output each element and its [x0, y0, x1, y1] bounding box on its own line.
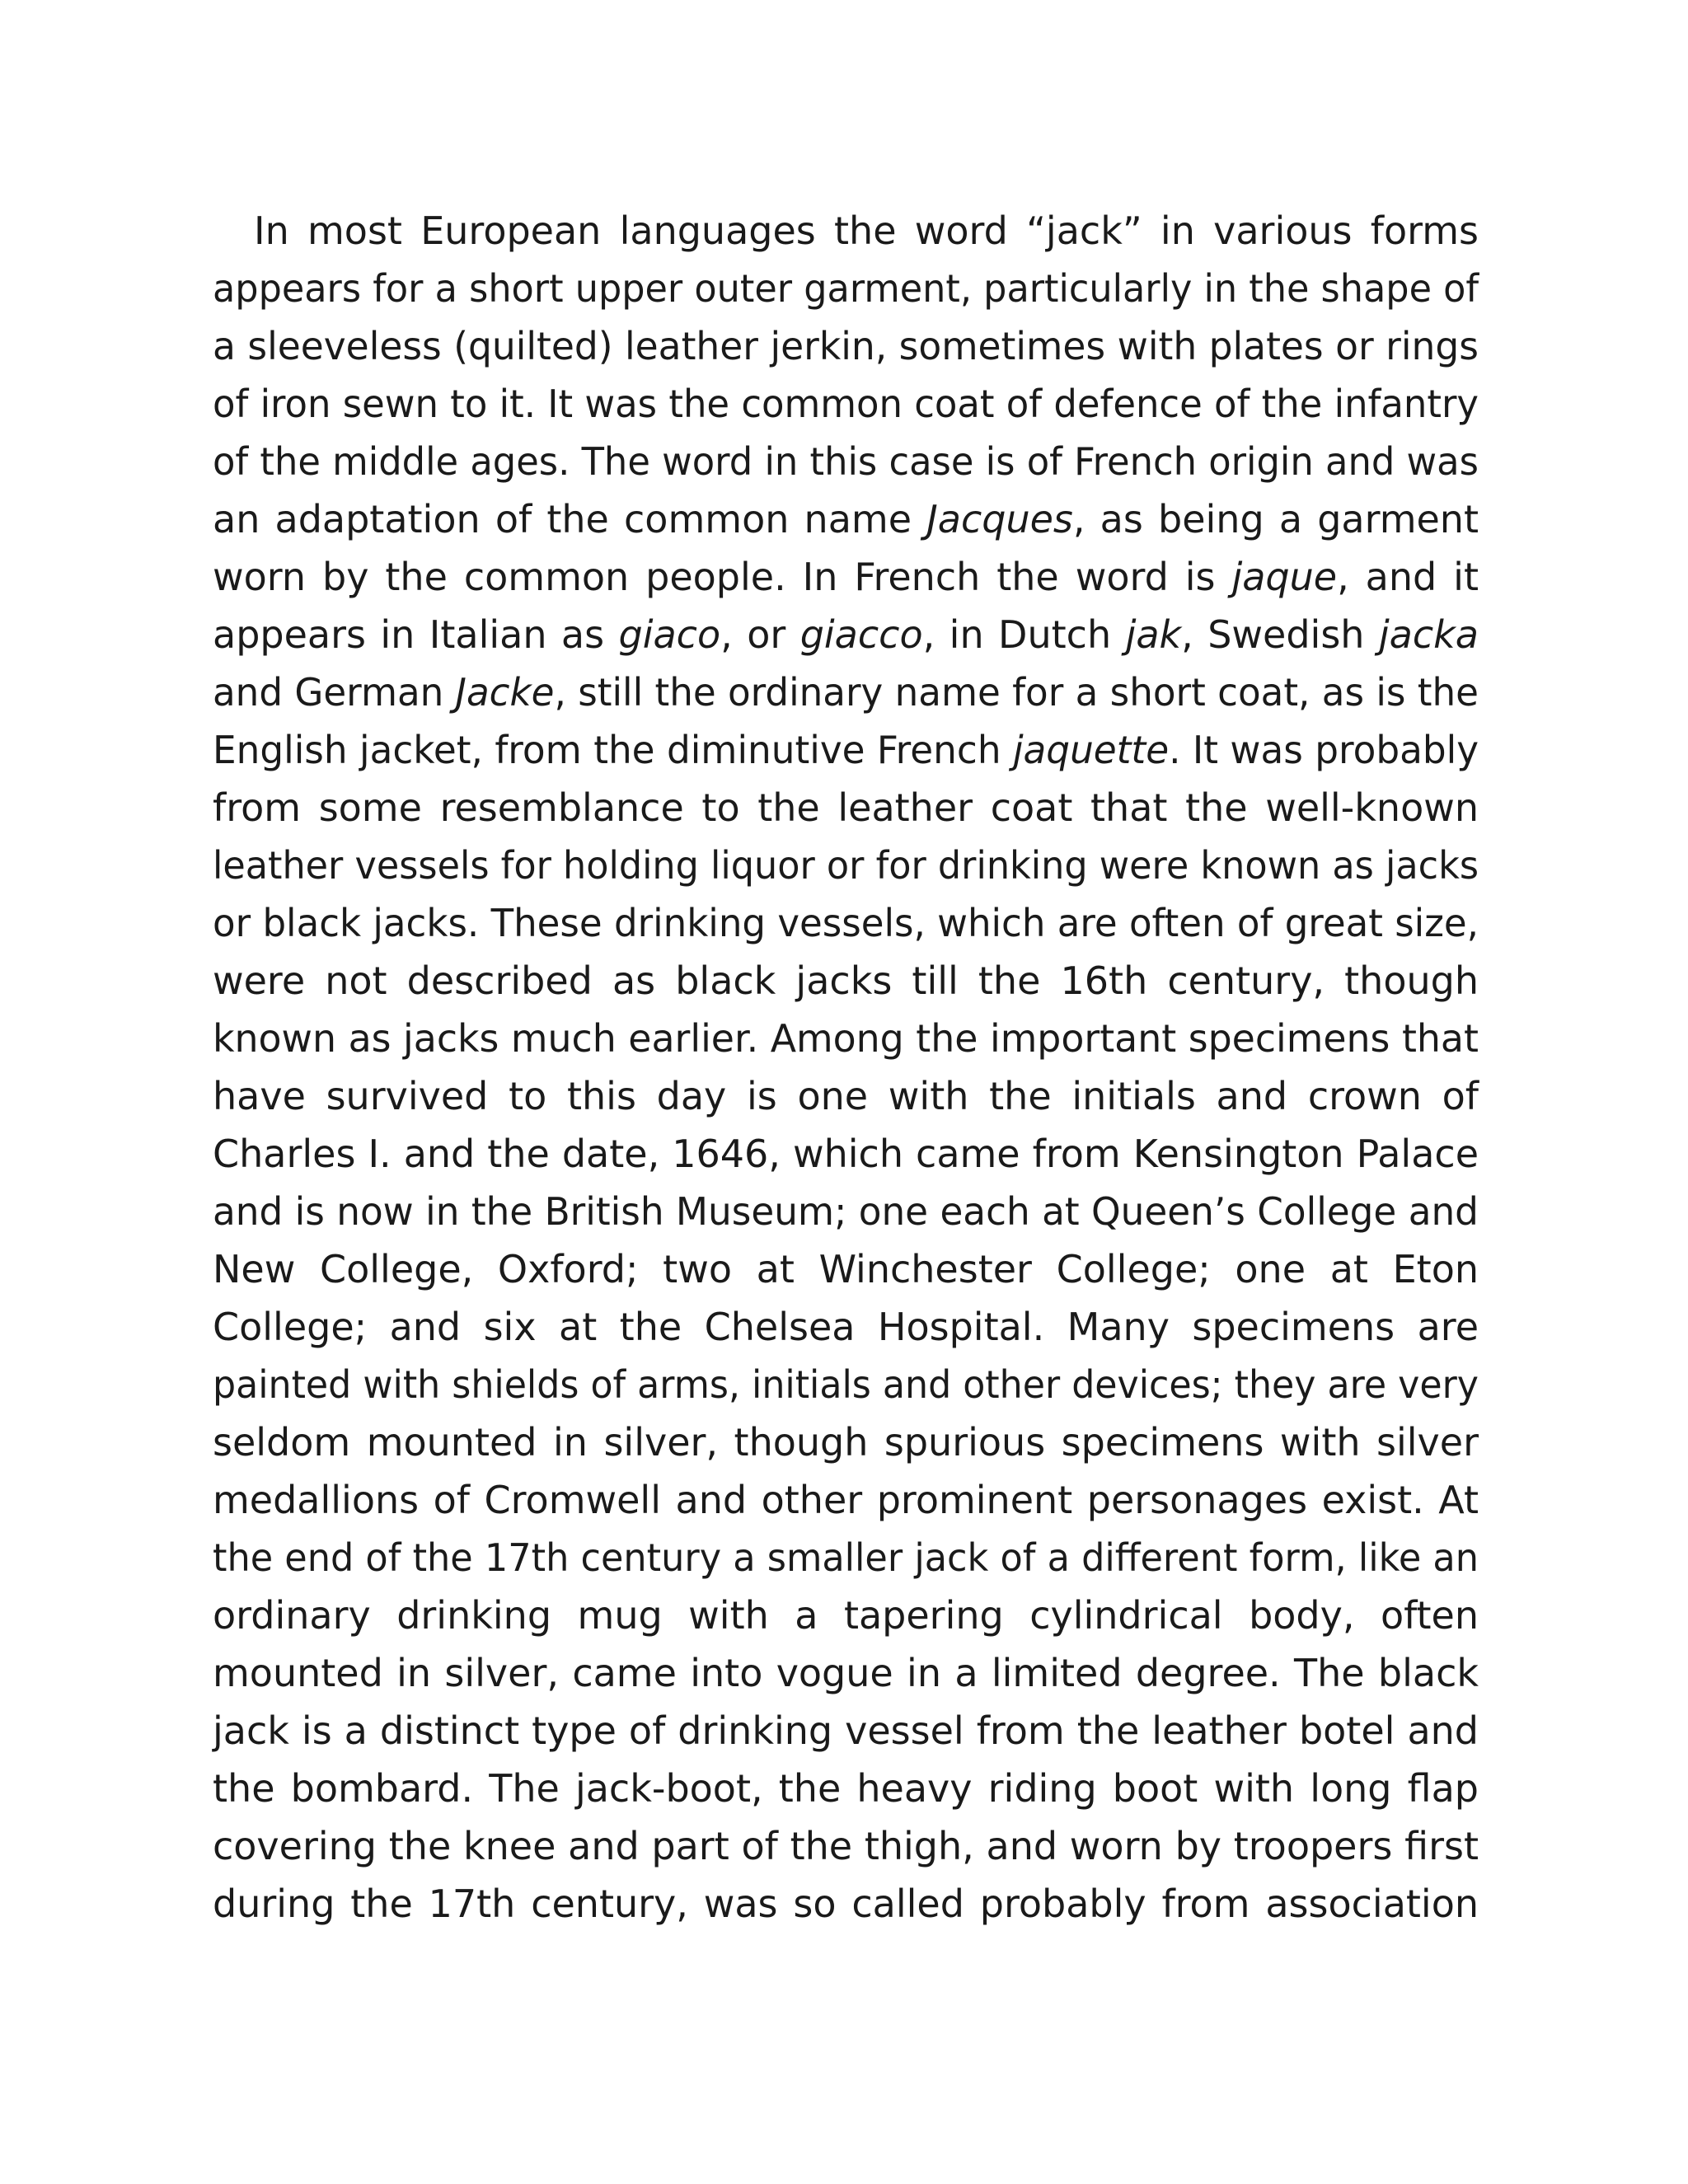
text-line	[213, 663, 1479, 721]
text-segment: of iron sewn to it. It was the common coat of defence of the infantry	[213, 382, 1479, 426]
text-segment: , still the ordinary name for a short coat, as is the	[554, 670, 1479, 715]
text-line	[213, 1067, 1479, 1125]
italic-term: Jacke	[455, 670, 555, 715]
text-segment: , and it	[1337, 555, 1479, 599]
text-segment: of the middle ages. The word in this case is of French origin and was	[213, 439, 1479, 484]
text-line	[213, 952, 1479, 1010]
text-line	[213, 1240, 1479, 1298]
text-segment: appears for a short upper outer garment, particularly in the shape of	[213, 266, 1479, 311]
text-line	[213, 1183, 1479, 1240]
text-segment: an adaptation of the common name	[213, 497, 927, 541]
text-segment: In most European languages the word “jack” in various forms	[254, 209, 1479, 253]
text-line	[213, 490, 1479, 548]
text-line	[213, 1471, 1479, 1529]
text-segment: and is now in the British Museum; one each at Queen’s College and	[213, 1189, 1479, 1234]
text-segment: jack is a distinct type of drinking vessel from the leather botel and	[213, 1708, 1479, 1753]
text-line	[213, 433, 1479, 490]
text-segment: worn by the common people. In French the word is	[213, 555, 1232, 599]
text-segment: painted with shields of arms, initials and other devices; they are very	[213, 1362, 1479, 1407]
italic-term: jak	[1125, 612, 1182, 657]
text-line	[213, 548, 1479, 606]
text-segment: medallions of Cromwell and other prominent personages exist. At	[213, 1478, 1479, 1522]
text-line	[213, 1413, 1479, 1471]
text-line	[213, 1760, 1479, 1817]
text-line	[213, 1298, 1479, 1356]
text-segment: , as being a garment	[1072, 497, 1479, 541]
text-segment: and German	[213, 670, 456, 715]
text-segment: mounted in silver, came into vogue in a limited degree. The black	[213, 1651, 1479, 1695]
text-segment: known as jacks much earlier. Among the important specimens that	[213, 1016, 1479, 1061]
text-line	[213, 894, 1479, 952]
text-segment: , or	[720, 612, 800, 657]
text-segment: covering the knee and part of the thigh, and worn by troopers first	[213, 1824, 1479, 1868]
text-segment: English jacket, from the diminutive French	[213, 728, 1013, 772]
text-line	[213, 1356, 1479, 1413]
text-line	[213, 1529, 1479, 1586]
italic-term: giaco	[618, 612, 721, 657]
italic-term: jaque	[1231, 555, 1338, 599]
text-segment: seldom mounted in silver, though spurious specimens with silver	[213, 1420, 1479, 1465]
text-segment: the bombard. The jack-boot, the heavy riding boot with long flap	[213, 1766, 1479, 1811]
italic-term: jacka	[1378, 612, 1479, 657]
text-line	[213, 721, 1479, 779]
text-line	[213, 375, 1479, 433]
italic-term: jaquette	[1012, 728, 1170, 772]
text-line	[213, 260, 1479, 317]
text-segment: ordinary drinking mug with a tapering cylindrical body, often	[213, 1593, 1479, 1638]
text-line	[213, 837, 1479, 894]
text-segment: College; and six at the Chelsea Hospital. Many specimens are	[213, 1305, 1479, 1349]
text-segment: Charles I. and the date, 1646, which came from Kensington Palace	[213, 1132, 1479, 1176]
italic-term: Jacques	[926, 497, 1073, 541]
text-line	[213, 1644, 1479, 1702]
text-segment: during the 17th century, was so called probably from association	[213, 1882, 1479, 1926]
text-line	[213, 606, 1479, 663]
text-segment: from some resemblance to the leather coat that the well-known	[213, 785, 1479, 830]
text-line	[213, 202, 1479, 260]
text-segment: were not described as black jacks till the 16th century, though	[213, 958, 1479, 1003]
text-segment: the end of the 17th century a smaller jack of a different form, like an	[213, 1535, 1479, 1580]
text-segment: leather vessels for holding liquor or for drinking were known as jacks	[213, 843, 1479, 888]
text-segment: . It was probably	[1169, 728, 1479, 772]
text-line	[213, 1010, 1479, 1067]
italic-term: giacco	[799, 612, 923, 657]
body-paragraph	[213, 202, 1479, 1933]
text-line	[213, 1702, 1479, 1760]
text-line	[213, 317, 1479, 375]
text-line	[213, 1817, 1479, 1875]
text-line	[213, 779, 1479, 837]
text-segment: New College, Oxford; two at Winchester College; one at Eton	[213, 1247, 1479, 1291]
text-segment: or black jacks. These drinking vessels, which are often of great size,	[213, 901, 1479, 945]
text-segment: a sleeveless (quilted) leather jerkin, sometimes with plates or rings	[213, 324, 1479, 368]
text-segment: , Swedish	[1181, 612, 1379, 657]
text-segment: appears in Italian as	[213, 612, 619, 657]
text-line	[213, 1875, 1479, 1933]
text-segment: have survived to this day is one with the initials and crown of	[213, 1074, 1479, 1118]
text-line	[213, 1125, 1479, 1183]
text-line	[213, 1586, 1479, 1644]
text-segment: , in Dutch	[922, 612, 1126, 657]
